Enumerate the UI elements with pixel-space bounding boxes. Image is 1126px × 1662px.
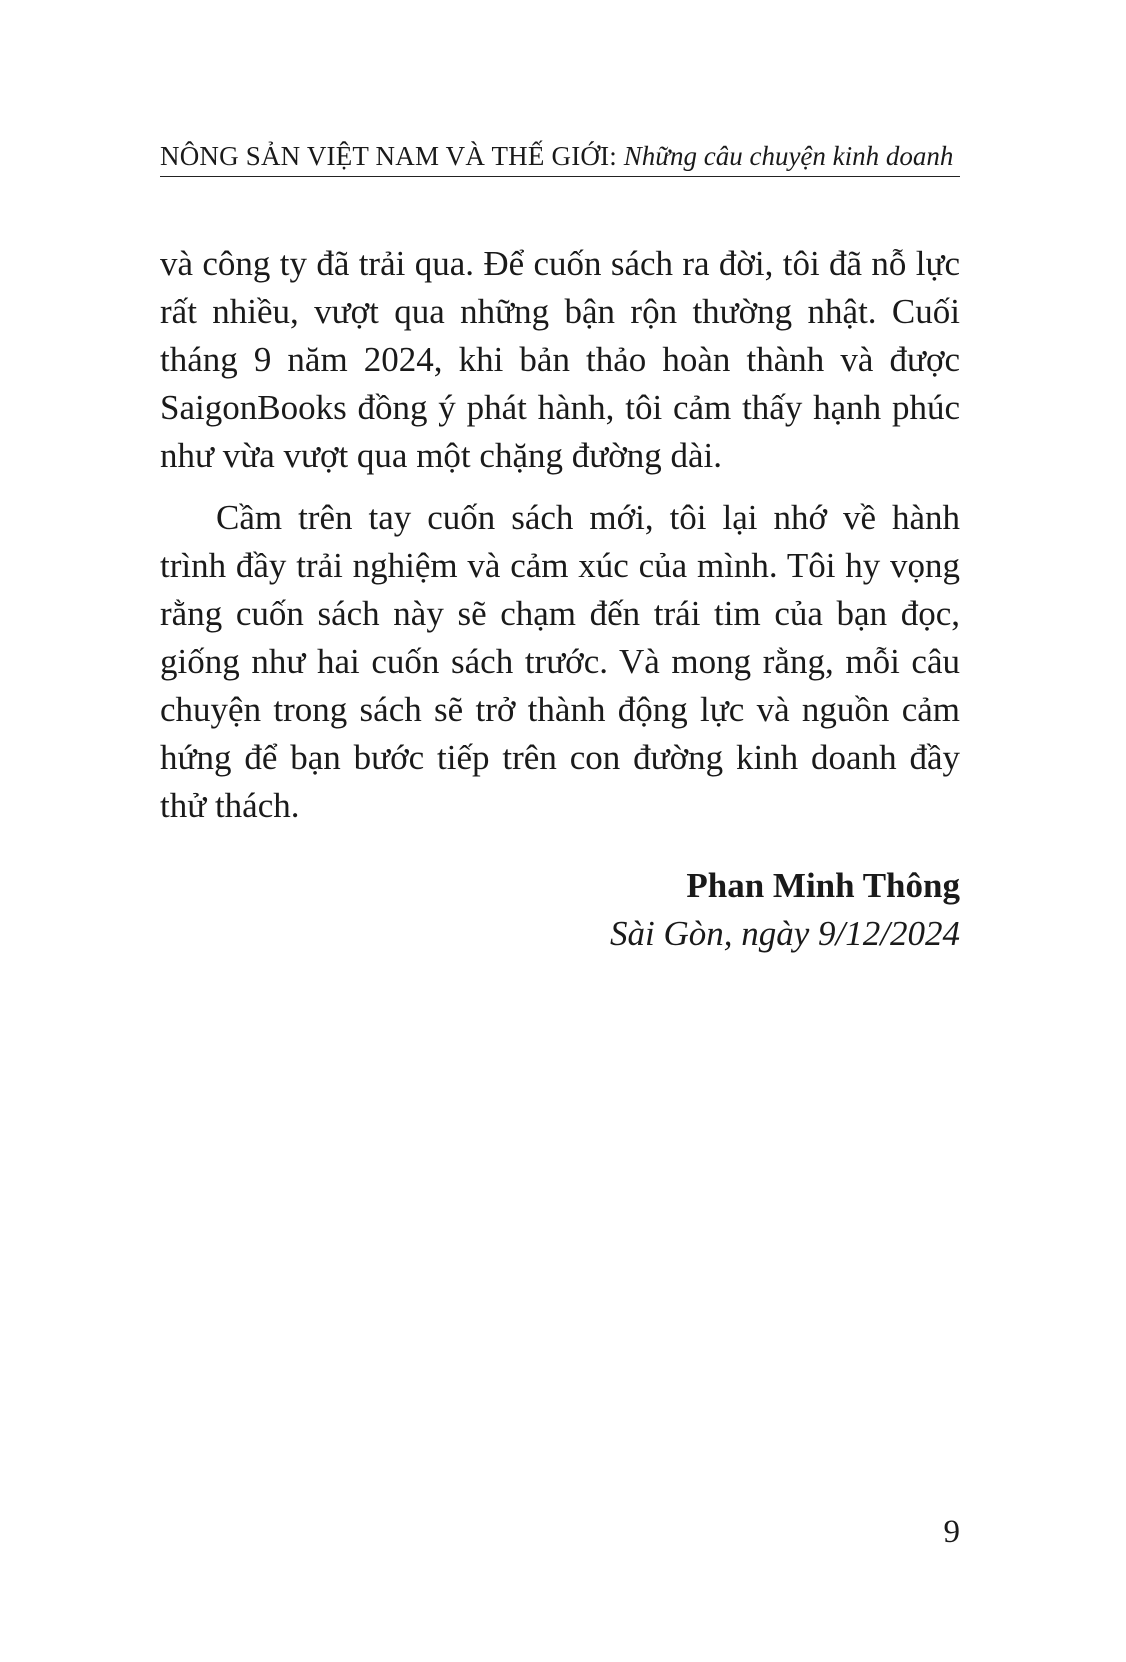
book-subtitle: Những câu chuyện kinh doanh — [623, 141, 954, 171]
running-header — [160, 136, 960, 176]
header-divider — [160, 176, 960, 177]
author-name: Phan Minh Thông — [686, 866, 960, 905]
page-number: 9 — [943, 1514, 960, 1550]
paragraph-continued: và công ty đã trải qua. Để cuốn sách ra đời, tôi đã nỗ lực rất nhiều, vượt qua những bận rộn thường nhật. Cuối tháng 9 năm 2024, khi bản thảo hoàn thành và được SaigonBooks đồng ý phát hành, tôi cảm thấy hạnh phúc như vừa vượt qua một chặng đường dài. — [160, 244, 960, 475]
book-title: NÔNG SẢN VIỆT NAM VÀ THẾ GIỚI: — [160, 141, 617, 171]
place-date: Sài Gòn, ngày 9/12/2024 — [610, 914, 960, 953]
signature-block — [160, 862, 960, 958]
paragraph-closing: Cầm trên tay cuốn sách mới, tôi lại nhớ về hành trình đầy trải nghiệm và cảm xúc của mình. Tôi hy vọng rằng cuốn sách này sẽ chạm đến trái tim của bạn đọc, giống như hai cuốn sách trước. Và mong rằng, mỗi câu chuyện trong sách sẽ trở thành động lực và nguồn cảm hứng để bạn bước tiếp trên con đường kinh doanh đầy thử thách. — [160, 498, 960, 825]
body-text — [160, 240, 960, 830]
